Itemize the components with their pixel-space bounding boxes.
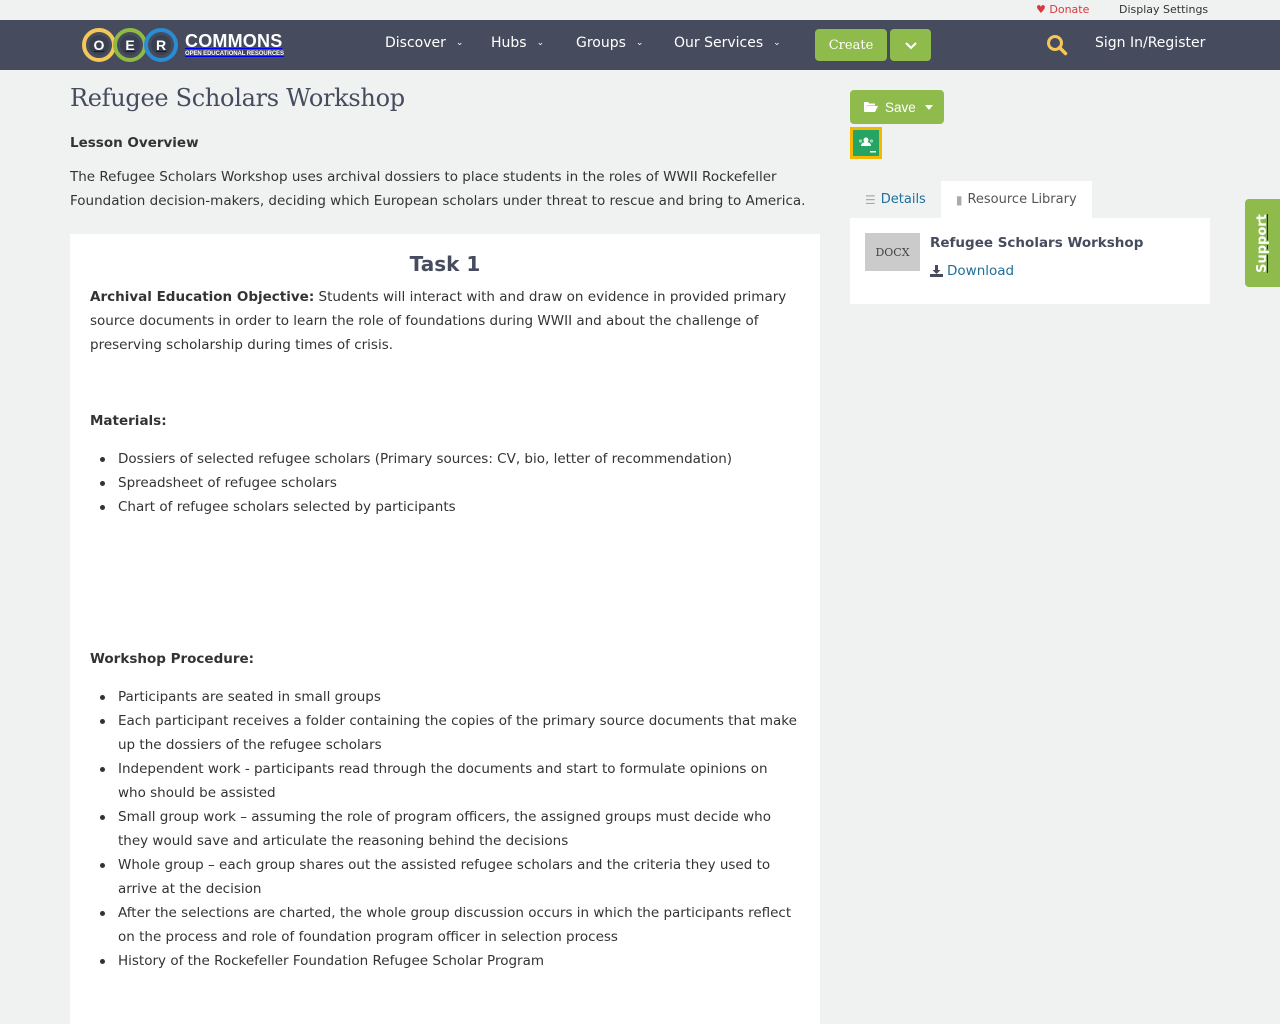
donate-link[interactable]	[1036, 3, 1089, 16]
oer-commons-logo[interactable]	[82, 25, 284, 65]
folder-open-icon	[863, 101, 878, 113]
objective-label: Archival Education Objective:	[90, 289, 315, 305]
page-title: Refugee Scholars Workshop	[70, 84, 405, 112]
nav-hubs-label: Hubs	[491, 35, 527, 51]
resource-title: Refugee Scholars Workshop	[930, 235, 1144, 251]
chevron-down-icon: ⌄	[773, 38, 781, 48]
create-button[interactable]: Create	[815, 29, 887, 61]
support-label: Support	[1255, 213, 1271, 273]
objective-text: Students will interact with and draw on evidence in provided primary source documents in order to learn the role of foundations during WWII and about the challenge of preserving scholarship during times of crisis.	[90, 289, 787, 353]
resource-card	[850, 218, 1210, 304]
chevron-down-icon: ⌄	[635, 38, 644, 48]
nav-discover[interactable]	[385, 35, 463, 51]
support-tab[interactable]	[1245, 199, 1280, 287]
nav-discover-label: Discover	[385, 35, 446, 51]
list-icon: ☰	[865, 192, 876, 207]
logo-brand-name: COMMONS	[185, 31, 283, 51]
sign-in-register-link[interactable]: Sign In/Register	[1095, 35, 1206, 51]
list-item: Whole group – each group shares out the assisted refugee scholars and the criteria they used to arrive at the decision	[118, 853, 798, 901]
book-icon: ▮	[955, 192, 963, 207]
download-icon	[930, 265, 943, 277]
caret-down-icon	[925, 105, 933, 110]
google-classroom-icon	[853, 130, 879, 156]
tab-resource-library-label: Resource Library	[967, 192, 1077, 207]
task-title: Task 1	[409, 252, 481, 276]
objective-paragraph	[90, 285, 800, 357]
list-item: Dossiers of selected refugee scholars (Primary sources: CV, bio, letter of recommendation)	[118, 447, 798, 471]
procedure-heading: Workshop Procedure:	[90, 651, 255, 667]
logo-ring-r: R	[144, 28, 178, 62]
list-item: Participants are seated in small groups	[118, 685, 798, 709]
resource-tabs	[850, 181, 1092, 218]
list-item: History of the Rockefeller Foundation Refugee Scholar Program	[118, 949, 798, 973]
chevron-down-icon: ⌄	[455, 38, 464, 48]
nav-hubs[interactable]	[491, 35, 544, 51]
tab-details[interactable]	[850, 181, 941, 218]
google-classroom-share-button[interactable]	[850, 127, 882, 159]
logo-ring-o: O	[82, 28, 116, 62]
materials-list	[118, 447, 798, 519]
lesson-overview-heading: Lesson Overview	[70, 135, 199, 151]
search-button[interactable]	[1046, 34, 1068, 60]
save-button[interactable]	[850, 90, 944, 124]
download-label: Download	[947, 263, 1015, 279]
materials-heading: Materials:	[90, 413, 167, 429]
list-item: Spreadsheet of refugee scholars	[118, 471, 798, 495]
content-panel	[70, 234, 820, 1024]
list-item: Small group work – assuming the role of program officers, the assigned groups must decide who they would save and articulate the reasoning behind the decisions	[118, 805, 798, 853]
nav-our-services-label: Our Services	[674, 35, 764, 51]
procedure-list	[118, 685, 798, 973]
create-dropdown-button[interactable]	[890, 29, 931, 61]
lesson-overview-text: The Refugee Scholars Workshop uses archival dossiers to place students in the roles of WWII Rockefeller Foundation decision-makers, deciding which European scholars under threat to rescue and bring to America.	[70, 169, 806, 209]
nav-our-services[interactable]	[674, 35, 781, 51]
list-item: Independent work - participants read through the documents and start to formulate opinions on who should be assisted	[118, 757, 798, 805]
logo-ring-e: E	[113, 28, 147, 62]
nav-groups[interactable]	[576, 35, 643, 51]
list-item: Chart of refugee scholars selected by participants	[118, 495, 798, 519]
docx-file-thumbnail: DOCX	[865, 233, 920, 271]
list-item: After the selections are charted, the whole group discussion occurs in which the participants reflect on the process and role of foundation program officer in selection process	[118, 901, 798, 949]
download-link[interactable]	[930, 263, 1014, 279]
top-utility-bar	[0, 0, 1280, 20]
list-item: Each participant receives a folder containing the copies of the primary source documents that make up the dossiers of the refugee scholars	[118, 709, 798, 757]
heart-icon: ♥	[1036, 3, 1046, 16]
donate-label: Donate	[1049, 3, 1090, 16]
main-navbar	[0, 20, 1280, 70]
chevron-down-icon	[904, 41, 918, 50]
search-icon	[1046, 34, 1068, 56]
tab-details-label: Details	[880, 192, 926, 207]
nav-groups-label: Groups	[576, 35, 626, 51]
save-label: Save	[885, 99, 916, 115]
tab-resource-library[interactable]	[941, 181, 1092, 218]
logo-tagline: OPEN EDUCATIONAL RESOURCES	[185, 51, 284, 57]
chevron-down-icon: ⌄	[536, 38, 545, 48]
logo-brand	[185, 32, 284, 58]
display-settings-link[interactable]: Display Settings	[1119, 3, 1209, 16]
